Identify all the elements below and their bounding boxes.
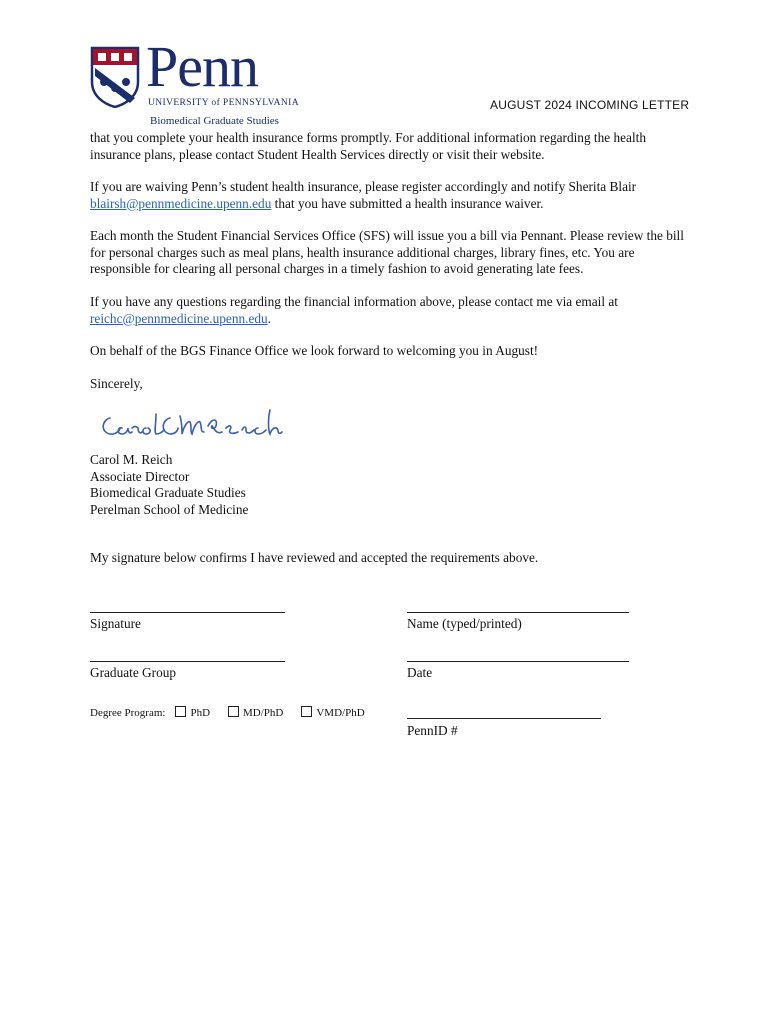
confirmation-statement: My signature below confirms I have reviewed and accepted the requirements above. [90, 550, 539, 565]
paragraph-waiver [90, 179, 690, 212]
letter-title: AUGUST 2024 INCOMING LETTER [490, 98, 690, 112]
logo-wordmark: Penn [146, 34, 258, 99]
paragraph-text: Each month the Student Financial Services Office (SFS) will issue you a bill via Pennant. Please review the bill for personal charges such as meal plans, health insurance additional charges, library fines, etc. You are responsible for clearing all personal charges in a timely fashion to avoid generating late fees. [90, 228, 684, 276]
name-label: Name (typed/printed) [407, 616, 522, 631]
date-line[interactable] [407, 661, 629, 662]
paragraph-insurance-forms [90, 130, 690, 163]
questions-text-end: . [267, 310, 271, 326]
paragraph-text [90, 294, 690, 327]
closing-text: Sincerely, [90, 376, 143, 391]
logo-subtitle: UNIVERSITY of PENNSYLVANIA [148, 98, 299, 108]
logo-department: Biomedical Graduate Studies [150, 115, 279, 127]
paragraph-text: that you complete your health insurance forms promptly. For additional information regarding the health insurance plans, please contact Student Health Services directly or visit their website. [90, 130, 646, 162]
signer-name: Carol M. Reich [90, 452, 173, 467]
paragraph-text: On behalf of the BGS Finance Office we look forward to welcoming you in August! [90, 343, 539, 358]
pennid-line[interactable] [407, 718, 601, 719]
vmdphd-checkbox[interactable] [301, 706, 312, 717]
closing [90, 376, 690, 393]
penn-shield-logo [90, 46, 140, 108]
signature-label: Signature [90, 616, 141, 631]
date-label: Date [407, 665, 433, 680]
blair-email-link[interactable]: blairsh@pennmedicine.upenn.edu [90, 195, 272, 211]
mdphd-checkbox[interactable] [228, 706, 239, 717]
graduate-group-label: Graduate Group [90, 665, 177, 680]
signer-department: Biomedical Graduate Studies [90, 485, 246, 500]
graduate-group-line[interactable] [90, 661, 285, 662]
mdphd-option-label: MD/PhD [243, 707, 284, 719]
signer-school: Perelman School of Medicine [90, 502, 249, 517]
degree-program-label: Degree Program: [90, 707, 166, 719]
phd-option-label: PhD [190, 707, 211, 719]
vmdphd-option-label: VMD/PhD [316, 707, 365, 719]
waiver-text: If you are waiving Penn’s student health insurance, please register accordingly and notify Sherita Blair [90, 179, 637, 194]
degree-program-row [90, 706, 365, 719]
handwritten-signature [98, 404, 283, 442]
pennid-label: PennID # [407, 723, 458, 738]
questions-text: If you have any questions regarding the financial information above, please contact me via email at [90, 294, 618, 309]
paragraph-questions [90, 294, 690, 327]
phd-checkbox[interactable] [175, 706, 186, 717]
signer-title: Associate Director [90, 469, 190, 484]
name-line[interactable] [407, 612, 629, 613]
waiver-text-end: that you have submitted a health insurance waiver. [271, 195, 544, 211]
signature-line[interactable] [90, 612, 285, 613]
paragraph-welcome [90, 343, 690, 360]
paragraph-text [90, 179, 690, 212]
reich-email-link[interactable]: reichc@pennmedicine.upenn.edu [90, 310, 268, 326]
paragraph-billing [90, 228, 690, 278]
